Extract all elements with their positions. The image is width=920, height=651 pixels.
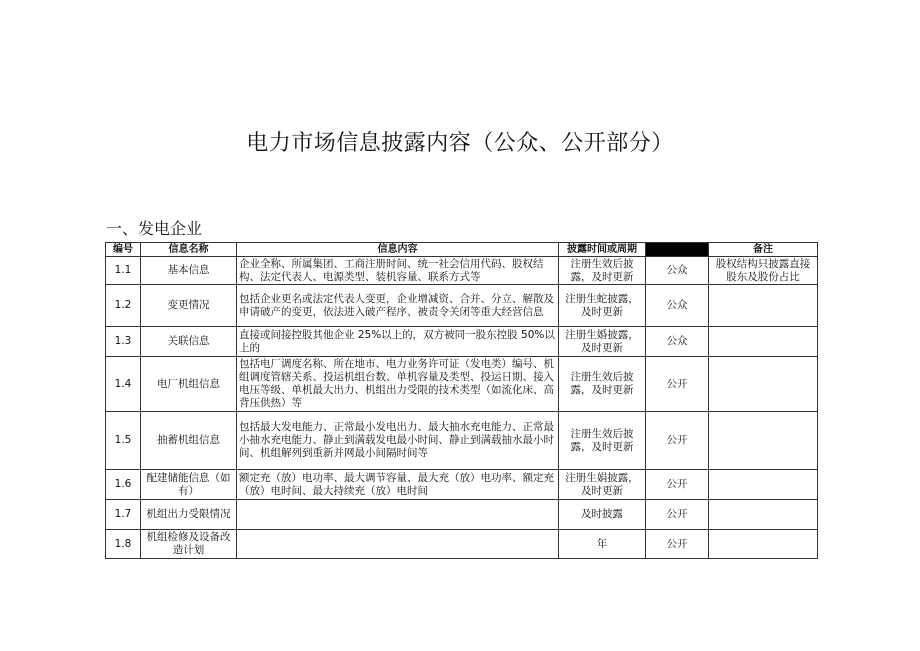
row-content: 额定充（放）电功率、最大调节容量、最大充（放）电功率、额定充（放）电时间、最大持续充（放）电时间: [237, 470, 559, 500]
row-scope: 公众: [646, 327, 709, 357]
row-number: 1.6: [106, 470, 141, 500]
table-row: [106, 470, 818, 500]
row-content: 包括企业更名或法定代表人变更，企业增减资、合并、分立、解散及申请破产的变更，依法进入破产程序、被责令关闭等重大经营信息: [237, 285, 559, 327]
row-name: 机组检修及设备改造计划: [141, 530, 237, 559]
row-scope: 公开: [646, 530, 709, 559]
row-note: [709, 327, 818, 357]
row-note: [709, 285, 818, 327]
table-header-row: [106, 243, 818, 257]
row-name: 关联信息: [141, 327, 237, 357]
col-header-content: 信息内容: [237, 243, 559, 257]
row-name: 机组出力受限情况: [141, 500, 237, 530]
row-content: 包括最大发电能力、正常最小发电出力、最大抽水充电能力、正常最小抽水充电能力、静止到满载发电最小时间、静止到满载抽水最小时间、机组解列到重新并网最小间隔时间等: [237, 412, 559, 470]
row-content: [237, 530, 559, 559]
row-scope: 公开: [646, 470, 709, 500]
table-row: [106, 327, 818, 357]
row-time: 及时披露: [559, 500, 646, 530]
row-name: 基本信息: [141, 257, 237, 285]
row-name: 配建储能信息（如有）: [141, 470, 237, 500]
row-note: [709, 530, 818, 559]
col-header-scope: [646, 243, 709, 257]
table-row: [106, 530, 818, 559]
row-note: [709, 357, 818, 412]
row-content: [237, 500, 559, 530]
row-scope: 公众: [646, 257, 709, 285]
row-scope: 公众: [646, 285, 709, 327]
col-header-name: 信息名称: [141, 243, 237, 257]
row-note: [709, 500, 818, 530]
row-number: 1.3: [106, 327, 141, 357]
row-scope: 公开: [646, 500, 709, 530]
row-scope: 公开: [646, 412, 709, 470]
row-number: 1.7: [106, 500, 141, 530]
row-content: 包括电厂调度名称、所在地市、电力业务许可证（发电类）编号、机组调度管辖关系、投运机组台数、单机容量及类型、投运日期、接入电压等级、单机最大出力、机组出力受限的技术类型（如流化床、高背压供热）等: [237, 357, 559, 412]
info-table: [105, 242, 818, 559]
row-number: 1.5: [106, 412, 141, 470]
table-row: [106, 257, 818, 285]
table-row: [106, 412, 818, 470]
row-number: 1.8: [106, 530, 141, 559]
col-header-time: 披露时间或周期: [559, 243, 646, 257]
page-title: 电力市场信息披露内容（公众、公开部分）: [246, 131, 674, 156]
row-content: 直接或间接控股其他企业 25%以上的，双方被同一股东控股 50%以上的: [237, 327, 559, 357]
row-note: 股权结构只披露直接股东及股份占比: [709, 257, 818, 285]
row-time: 注册生婚披露，及时更新: [559, 327, 646, 357]
col-header-note: 备注: [709, 243, 818, 257]
col-header-number: 编号: [106, 243, 141, 257]
row-name: 抽蓄机组信息: [141, 412, 237, 470]
row-note: [709, 470, 818, 500]
table-row: [106, 285, 818, 327]
row-time: 注册生效后披露，及时更新: [559, 357, 646, 412]
section-heading: 一、发电企业: [106, 219, 203, 238]
row-time: 注册生效后披露，及时更新: [559, 257, 646, 285]
row-time: 年: [559, 530, 646, 559]
row-note: [709, 412, 818, 470]
row-time: 注册生娟披露，及时更新: [559, 470, 646, 500]
row-number: 1.1: [106, 257, 141, 285]
table-row: [106, 500, 818, 530]
row-time: 注册生蛇披露，及时更新: [559, 285, 646, 327]
row-number: 1.4: [106, 357, 141, 412]
row-name: 电厂机组信息: [141, 357, 237, 412]
row-name: 变更情况: [141, 285, 237, 327]
row-number: 1.2: [106, 285, 141, 327]
row-scope: 公开: [646, 357, 709, 412]
row-time: 注册生效后披露，及时更新: [559, 412, 646, 470]
row-content: 企业全称、所属集团、工商注册时间、统一社会信用代码、股权结构、法定代表人、电源类型、装机容量、联系方式等: [237, 257, 559, 285]
table-row: [106, 357, 818, 412]
